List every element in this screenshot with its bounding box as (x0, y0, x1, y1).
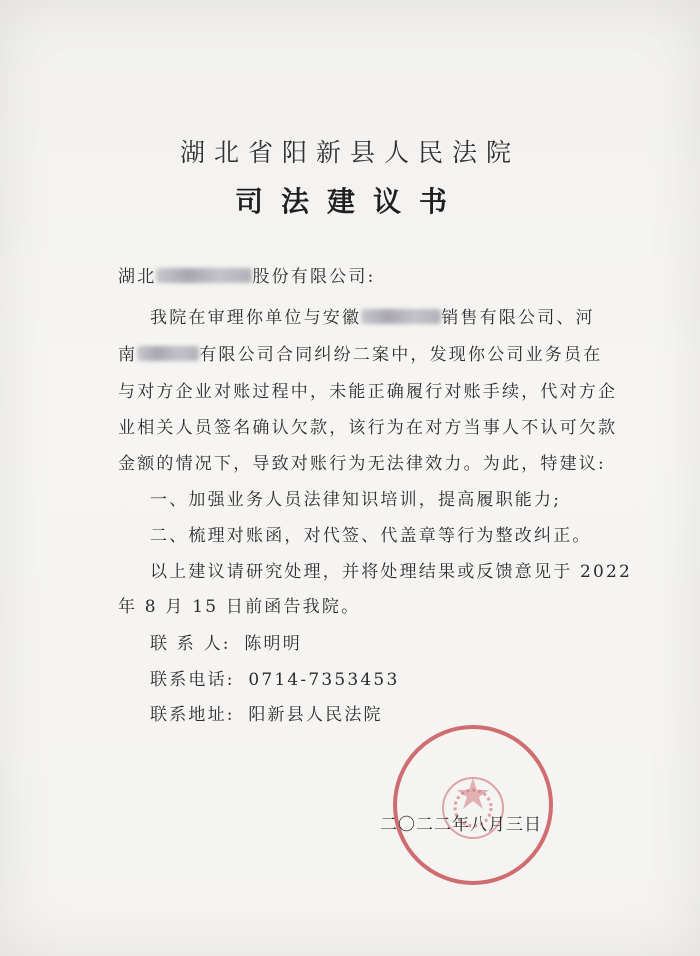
court-seal-stamp (388, 720, 558, 890)
body-text: 有限公司合同纠纷二案中，发现你公司业务员在 (199, 345, 603, 365)
contact-address-row (150, 700, 383, 725)
suggestion-item-1: 一、加强业务人员法律知识培训，提高履职能力; (150, 490, 562, 510)
redacted-company-name (156, 268, 252, 283)
contact-phone-label: 联系电话: (150, 670, 235, 690)
body-line-3: 与对方企业对账过程中，未能正确履行对账手续，代对方企 (118, 382, 618, 402)
contact-person-row (150, 629, 302, 654)
body-text: 销售有限公司、河 (441, 308, 595, 328)
body-text: 南 (118, 345, 138, 365)
body-text: 我院在审理你单位与安徽 (150, 308, 362, 328)
body-line-1 (150, 303, 595, 328)
addressee-suffix: 股份有限公司: (252, 267, 376, 287)
contact-person-label: 联 系 人: (150, 634, 231, 654)
contact-phone-value: 0714-7353453 (248, 670, 400, 690)
body-line-5: 金额的情况下，导致对账行为无法律效力。为此，特建议: (118, 454, 606, 474)
redacted-company-name (137, 346, 199, 361)
court-name-heading: 湖北省阳新县人民法院 (179, 138, 520, 167)
body-line-4: 业相关人员签名确认欠款，该行为在对方当事人不认可欠款 (118, 418, 618, 438)
addressee-prefix: 湖北 (118, 267, 157, 287)
body-line-9: 年 8 月 15 日前函告我院。 (118, 597, 361, 617)
contact-phone-row (150, 665, 399, 690)
contact-person-value: 陈明明 (244, 634, 302, 654)
body-line-2 (118, 340, 602, 365)
issue-date: 二〇二二年八月三日 (380, 815, 542, 835)
contact-address-label: 联系地址: (150, 705, 235, 725)
document-title: 司法建议书 (234, 185, 465, 218)
redacted-company-name (361, 309, 441, 324)
suggestion-item-2: 二、梳理对账函，对代签、代盖章等行为整改纠正。 (150, 526, 592, 546)
addressee-line (118, 262, 376, 287)
seal-outer-ring (395, 727, 551, 883)
body-line-8: 以上建议请研究处理，并将处理结果或反馈意见于 2022 (150, 562, 633, 582)
contact-address-value: 阳新县人民法院 (248, 705, 383, 725)
